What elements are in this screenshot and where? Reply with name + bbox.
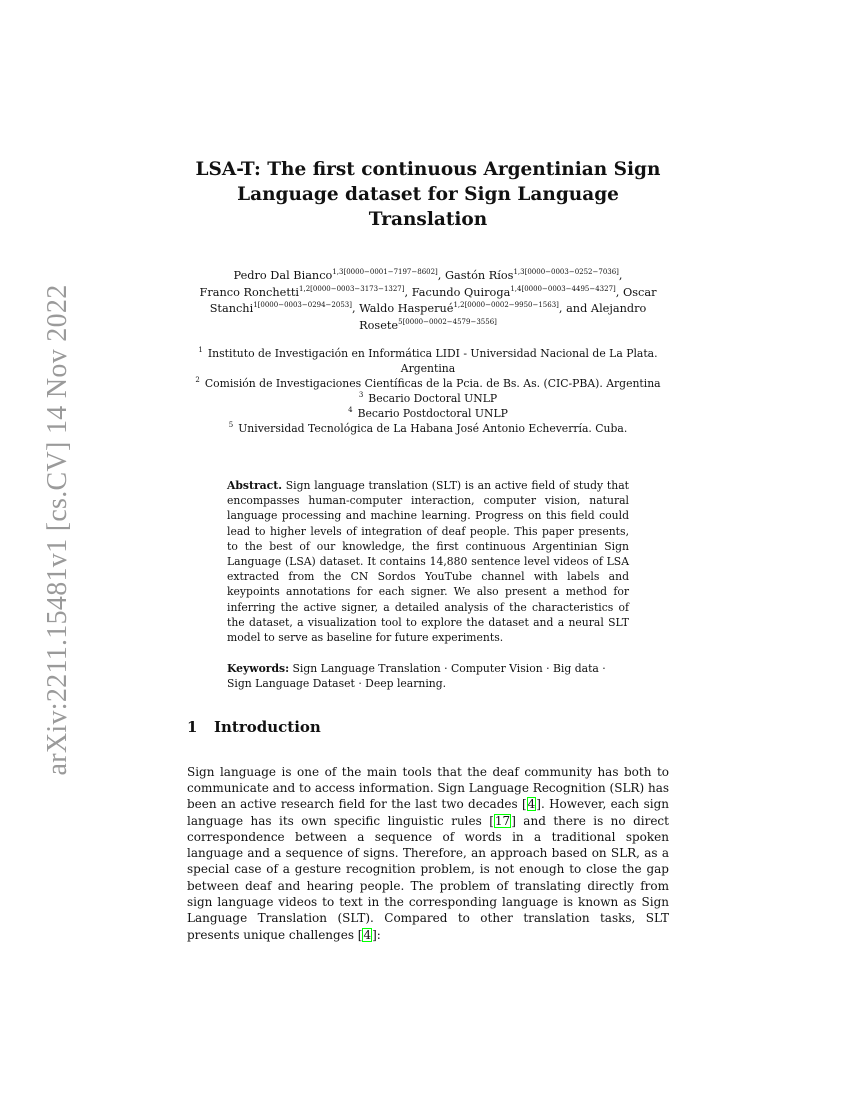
- intro-paragraph: [187, 764, 669, 943]
- paper-page: [187, 150, 669, 943]
- author-name: Franco Ronchetti: [199, 285, 300, 299]
- author-list: [187, 268, 669, 334]
- affiliation-item: [187, 421, 669, 436]
- affiliation-list: [187, 346, 669, 436]
- affiliation-sup: 4: [348, 406, 353, 414]
- author-name: Waldo Hasperué: [359, 302, 454, 315]
- author-sup: 1,3[0000−0001−7197−8602]: [332, 268, 438, 276]
- body-text: ]. However, each sign language has its own specific linguistic rules: [187, 797, 669, 828]
- body-text: [: [489, 813, 494, 828]
- affiliation-text: Instituto de Investigación en Informática LIDI - Universidad Nacional de La Plata. Argentina: [207, 347, 658, 375]
- affiliation-sup: 3: [358, 391, 364, 399]
- body-text: [: [521, 797, 527, 812]
- author-name: Pedro Dal Bianco: [233, 269, 333, 282]
- affiliation-text: Becario Postdoctoral UNLP: [357, 407, 508, 420]
- author-name: Gastón Ríos: [444, 269, 514, 282]
- arxiv-side-label: arXiv:2211.15481v1 [cs.CV] 14 Nov 2022: [42, 284, 73, 776]
- citation-link[interactable]: 17: [494, 813, 511, 828]
- affiliation-item: [187, 346, 669, 376]
- keywords-text: Sign Language Translation · Computer Vision · Big data · Sign Language Dataset · Deep learning.: [227, 662, 606, 691]
- author-sup: 1,3[0000−0003−0252−7036]: [513, 268, 619, 276]
- body-text: [: [357, 927, 363, 942]
- author-sep: ,: [615, 285, 623, 299]
- author-name: Facundo Quiroga: [411, 285, 511, 299]
- author-sup: 1,4[0000−0003−4495−4327]: [510, 284, 616, 293]
- abstract: [227, 478, 629, 645]
- keywords: [227, 661, 629, 691]
- title-line-1: LSA-T: The first continuous Argentinian Sign: [195, 159, 661, 180]
- author-sep: ,: [351, 302, 360, 315]
- body-text: Sign language is one of the main tools that the deaf community has both to communicate and to access information. Sign Language Recognition (SLR) has been an active research field for the last two decades: [187, 764, 669, 812]
- body-text: ] and there is no direct correspondence between a sequence of words in a traditional spoken language and a sequence of signs. Therefore, an approach based on SLR, as a special case of a gesture recognition problem, is not enough to close the gap between deaf and hearing people. The problem of translating directly from sign language videos to text in the corresponding language is known as Sign Language Translation (SLT). Compared to other translation tasks, SLT presents unique challenges: [187, 813, 669, 942]
- section-number: 1: [187, 717, 198, 736]
- citation-link[interactable]: 4: [363, 927, 372, 942]
- title-line-2: Language dataset for Sign Language Translation: [237, 184, 619, 230]
- affiliation-text: Comisión de Investigaciones Científicas de la Pcia. de Bs. As. (CIC-PBA). Argentina: [204, 377, 661, 390]
- affiliation-text: Universidad Tecnológica de La Habana José Antonio Echeverría. Cuba.: [238, 422, 628, 435]
- affiliation-sup: 5: [228, 421, 234, 429]
- affiliation-item: [187, 406, 669, 421]
- author-sep: ,: [437, 269, 445, 282]
- affiliation-item: [187, 376, 669, 391]
- author-sup: 1,2[0000−0002−9950−1563]: [453, 301, 559, 309]
- author-sup: 1,2[0000−0003−3173−1327]: [299, 284, 405, 293]
- abstract-text: Sign language translation (SLT) is an active field of study that encompasses human-computer interaction, computer vision, natural language processing and machine learning. Progress on this field could lead to higher levels of integration of deaf people. This paper presents, to the best of our knowledge, the first continuous Argentinian Sign Language (LSA) dataset. It contains 14,880 sentence level videos of LSA extracted from the CN Sordos YouTube channel with labels and keypoints annotations for each signer. We also present a method for inferring the active signer, a detailed analysis of the characteristics of the dataset, a visualization tool to explore the dataset and a neural SLT model to serve as baseline for future experiments.: [227, 479, 629, 645]
- affiliation-text: Becario Doctoral UNLP: [368, 392, 498, 405]
- author-sep: , and: [558, 302, 591, 315]
- author-sup: 1[0000−0003−0294−2053]: [253, 301, 352, 309]
- section-title: Introduction: [214, 717, 321, 736]
- affiliation-sup: 1: [198, 346, 203, 354]
- affiliation-sup: 2: [195, 376, 200, 384]
- citation-link[interactable]: 4: [527, 797, 536, 812]
- author-sep: ,: [618, 269, 623, 282]
- keywords-label: Keywords:: [227, 662, 290, 676]
- author-sup: 5[0000−0002−4579−3556]: [398, 317, 497, 326]
- author-name: Oscar Stanchi: [209, 285, 657, 315]
- paper-title: [187, 157, 669, 232]
- body-text: ]:: [372, 927, 381, 942]
- section-heading: [187, 718, 669, 736]
- abstract-label: Abstract.: [227, 479, 282, 492]
- affiliation-item: [187, 391, 669, 406]
- author-sep: ,: [404, 285, 412, 299]
- author-name: Alejandro Rosete: [359, 302, 647, 332]
